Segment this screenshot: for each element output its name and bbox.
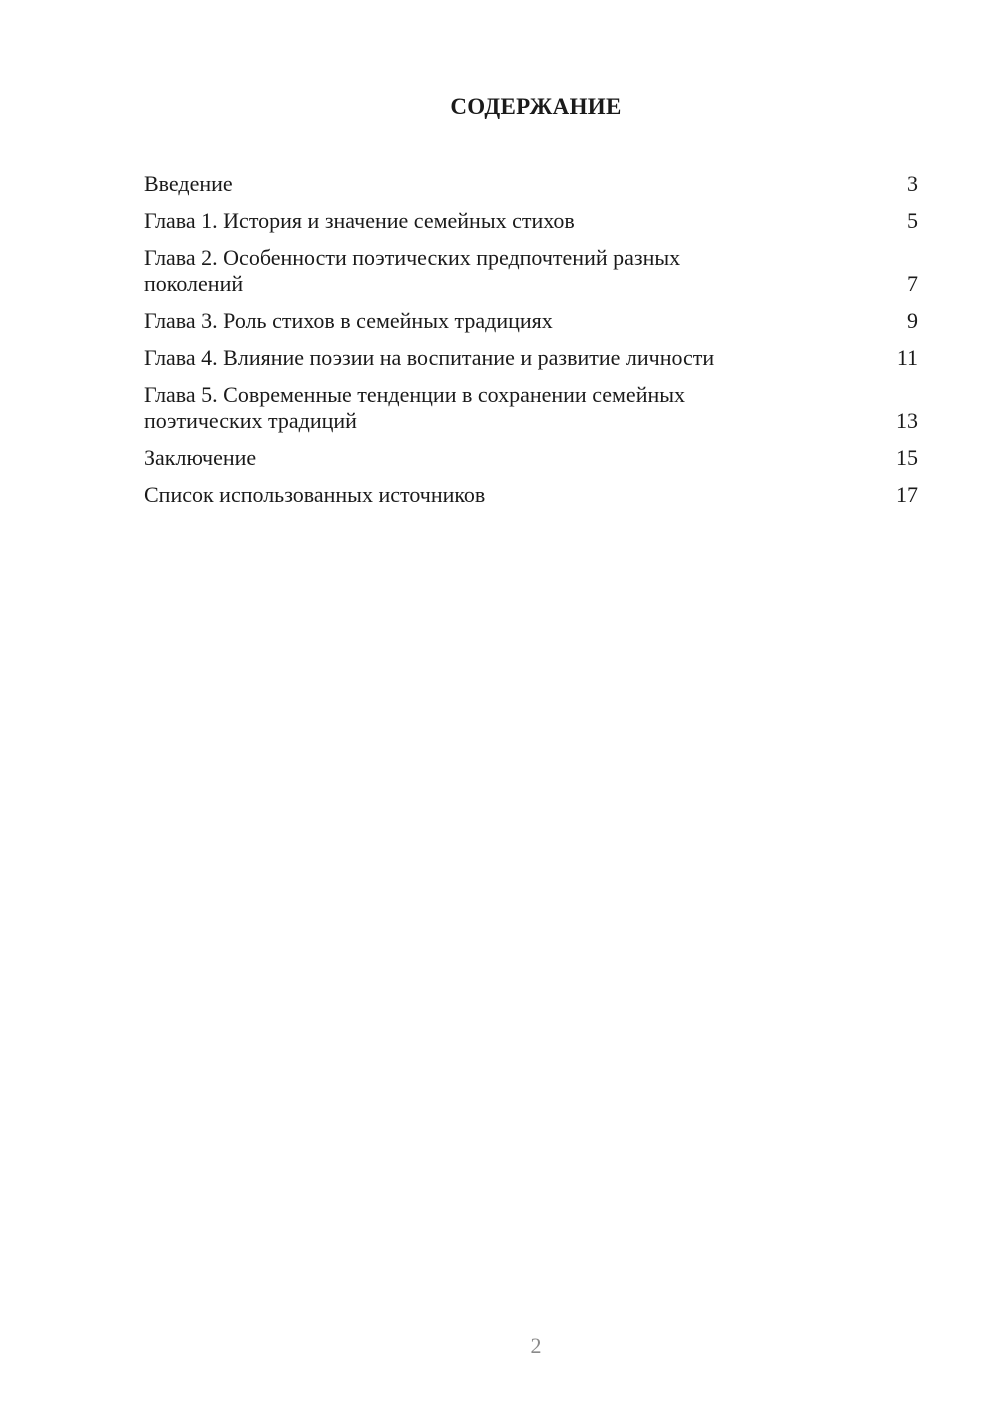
toc-entry-page: 5 (907, 208, 918, 233)
toc-entry-label: Глава 1. История и значение семейных стихов (144, 208, 575, 233)
toc-entry-chapter-5 (144, 382, 918, 434)
toc-entry-references (144, 482, 918, 508)
toc-entry-label: Введение (144, 171, 233, 196)
toc-entry-label: Глава 5. Современные тенденции в сохранении семейных поэтических традиций (144, 382, 686, 433)
toc-entry-conclusion (144, 445, 918, 471)
page-title: СОДЕРЖАНИЕ (450, 94, 622, 119)
toc-entry-page: 17 (896, 482, 918, 507)
table-of-contents (144, 171, 918, 519)
toc-entry-chapter-3 (144, 308, 918, 334)
toc-entry-page: 7 (907, 271, 918, 296)
toc-entry-label: Глава 4. Влияние поэзии на воспитание и развитие личности (144, 345, 715, 370)
toc-entry-label: Заключение (144, 445, 257, 470)
toc-entry-page: 13 (896, 408, 918, 433)
toc-entry-introduction (144, 171, 918, 197)
toc-entry-page: 15 (896, 445, 918, 470)
toc-entry-label: Глава 3. Роль стихов в семейных традициях (144, 308, 553, 333)
toc-entry-page: 9 (907, 308, 918, 333)
toc-entry-chapter-4 (144, 345, 918, 371)
toc-entry-label: Глава 2. Особенности поэтических предпочтений разных поколений (144, 245, 681, 296)
toc-entry-page: 11 (896, 345, 918, 370)
page-number: 2 (530, 1333, 542, 1358)
toc-entry-chapter-1 (144, 208, 918, 234)
toc-entry-label: Список использованных источников (144, 482, 486, 507)
toc-entry-chapter-2 (144, 245, 918, 297)
toc-entry-page: 3 (907, 171, 918, 196)
